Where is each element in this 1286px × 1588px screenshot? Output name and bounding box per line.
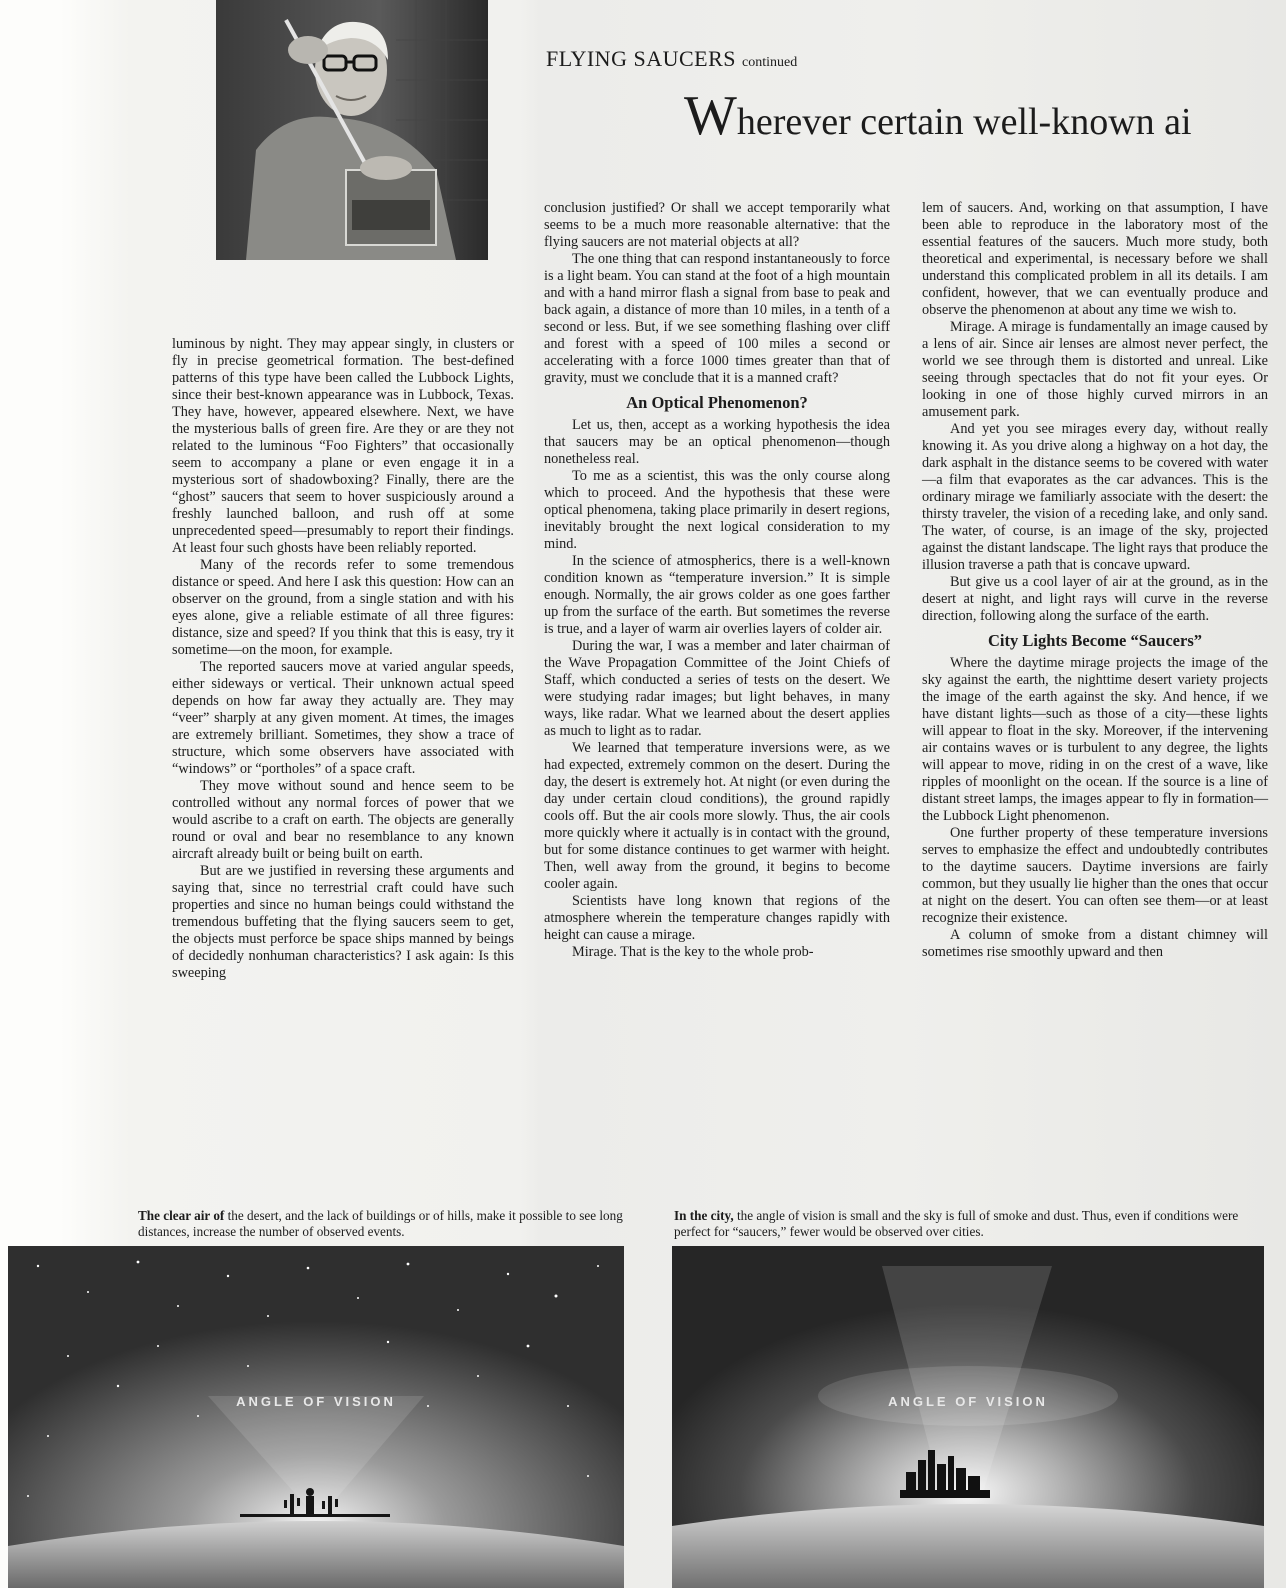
caption-city <box>674 1208 1274 1240</box>
desert-illustration <box>8 1246 624 1588</box>
angle-of-vision-label: ANGLE OF VISION <box>888 1394 1048 1409</box>
caption-text: the angle of vision is small and the sky is full of smoke and dust. Thus, even if conditions were perfect for “saucers,” fewer would be observed over cities. <box>674 1208 1239 1239</box>
caption-text: the desert, and the lack of buildings or of hills, make it possible to see long distances, increase the number of observed events. <box>138 1208 623 1239</box>
paragraph: Where the daytime mirage projects the image of the sky against the earth, the nighttime desert variety projects the image of the earth against the sky. And hence, if we have distant lights—such as those of a city—these lights will appear to float in the sky. Moreover, if the intervening air contains waves or is turbulent to any degree, the lights will appear to move, riding in on the crest of a wave, like ripples of moonlight on the ocean. If the source is a line of distant street lamps, the images appear to fly in formation—the Lubbock Light phenomenon. <box>922 655 1268 824</box>
paragraph: We learned that temperature inversions were, as we had expected, extremely common on the desert. During the day, the desert is extremely hot. At night (or even during the day under certain cloud conditions), the ground rapidly cools off. But the air cools more slowly. Thus, the air cools more quickly where it actually is in contact with the ground, but for some distance continues to get warmer with height. Then, well away from the ground, it begins to become cooler again. <box>544 740 890 892</box>
paragraph: Mirage. A mirage is fundamentally an image caused by a lens of air. Since air lenses are almost never perfect, the world we see through them is distorted and unreal. Like seeing through spectacles that do not fit your eyes. Or looking in one of those highly curved mirrors in an amusement park. <box>922 319 1268 420</box>
caption-lead: The clear air of <box>138 1208 225 1223</box>
paragraph: Many of the records refer to some tremendous distance or speed. And here I ask this question: How can an observer on the ground, from a single station and with his eyes alone, give a reliable estimate of all three figures: distance, size and speed? If you think that this is easy, try it sometime—on the moon, for example. <box>172 557 514 658</box>
paragraph: One further property of these temperature inversions serves to emphasize the effect and undoubtedly contributes to the daytime saucers. Daytime inversions are fairly common, but they usually lie higher than the ones that occur at night on the desert. You can often see them—or at least recognize their existence. <box>922 825 1268 926</box>
section-title: FLYING SAUCERS <box>546 46 736 71</box>
paragraph: They move without sound and hence seem to be controlled without any normal forces of power that we would ascribe to a craft on earth. The objects are generally round or oval and bear no resemblance to any known aircraft already built or being built on earth. <box>172 778 514 862</box>
section-header <box>546 46 797 72</box>
city-illustration <box>672 1246 1264 1588</box>
angle-of-vision-label: ANGLE OF VISION <box>236 1394 396 1409</box>
desert-night-sky-image <box>8 1246 624 1588</box>
article-column-2 <box>544 200 890 961</box>
headline-text: herever certain well-known ai <box>736 101 1192 143</box>
caption-lead: In the city, <box>674 1208 734 1223</box>
scientist-photo <box>216 0 488 260</box>
paragraph: Scientists have long known that regions of the atmosphere wherein the temperature changes rapidly with height can cause a mirage. <box>544 893 890 943</box>
paragraph: But give us a cool layer of air at the ground, as in the desert at night, and light rays will curve in the reverse direction, following along the surface of the earth. <box>922 574 1268 624</box>
scientist-photo-image <box>216 0 488 260</box>
caption-desert <box>138 1208 638 1240</box>
paragraph: But are we justified in reversing these arguments and saying that, since no terrestrial craft could have such properties and since no human beings could withstand the tremendous buffeting that the flying saucers seem to get, the objects must perforce be space ships manned by beings of decidedly nonhuman characteristics? I ask again: Is this sweeping <box>172 863 514 981</box>
headline <box>684 84 1284 148</box>
headline-drop-letter: W <box>684 85 737 147</box>
paragraph: Mirage. That is the key to the whole prob- <box>572 944 814 960</box>
paragraph: luminous by night. They may appear singly, in clusters or fly in precise geometrical formation. The best-defined patterns of this type have been called the Lubbock Lights, since their best-known appearance was in Lubbock, Texas. They have, however, appeared elsewhere. Next, we have the mysterious balls of green fire. Are they or are they not related to the luminous “Foo Fighters” that occasionally seem to accompany a plane or even engage it in a mysterious sort of shadowboxing? Finally, there are the “ghost” saucers that seem to hover suspiciously around a freshly launched balloon, and rush off at some unprecedented speed—presumably to report their findings. At least four such ghosts have been reliably reported. <box>172 336 514 556</box>
paragraph: To me as a scientist, this was the only course along which to proceed. And the hypothesis that these were optical phenomena, taking place primarily in desert regions, inevitably brought the next logical consideration to my mind. <box>544 468 890 552</box>
city-night-sky-image <box>672 1246 1264 1588</box>
subheading-city-lights: City Lights Become “Saucers” <box>987 631 1203 650</box>
paragraph: During the war, I was a member and later chairman of the Wave Propagation Committee of the Joint Chiefs of Staff, which conducted a series of tests on the desert. We were studying radar images; but light behaves, in many ways, like radar. What we learned about the desert applies as much to light as to radar. <box>544 638 890 739</box>
continued-label: continued <box>742 55 798 70</box>
paragraph: A column of smoke from a distant chimney will sometimes rise smoothly upward and then <box>922 927 1268 960</box>
paragraph: lem of saucers. And, working on that assumption, I have been able to reproduce in the laboratory most of the essential features of the saucers. Much more study, both theoretical and experimental, is necessary before we shall understand this complicated problem in all its details. I am confident, however, that we can eventually produce and observe the phenomenon at about any time we wish to. <box>922 200 1268 318</box>
paragraph: And yet you see mirages every day, without really knowing it. As you drive along a highway on a hot day, the dark asphalt in the distance seems to be covered with water—a film that evaporates as the car advances. This is the ordinary mirage we familiarly associate with the desert: the thirsty traveler, the vision of a receding lake, and only sand. The water, of course, is an image of the sky, projected against the distant landscape. The light rays that produce the illusion traverse a path that is concave upward. <box>922 421 1268 573</box>
paragraph: Let us, then, accept as a working hypothesis the idea that saucers may be an optical phenomenon—though nonetheless real. <box>544 417 890 467</box>
article-column-1 <box>172 336 514 982</box>
paragraph: The reported saucers move at varied angular speeds, either sideways or vertical. Their unknown actual speed depends on how far away they actually are. They may “veer” sharply at any given moment. At times, the images are extremely brilliant. Sometimes, they show a trace of structure, which some observers have associated with “windows” or “portholes” of a space craft. <box>172 659 514 777</box>
subheading-optical-phenomenon: An Optical Phenomenon? <box>626 393 808 412</box>
paragraph: conclusion justified? Or shall we accept temporarily what seems to be a much more reasonable alternative: that the flying saucers are not material objects at all? <box>544 200 890 250</box>
paragraph: In the science of atmospherics, there is a well-known condition known as “temperature inversion.” It is simple enough. Normally, the air grows colder as one goes farther up from the surface of the earth. But sometimes the reverse is true, and a layer of warm air overlies layers of colder air. <box>544 553 890 637</box>
paragraph: The one thing that can respond instantaneously to force is a light beam. You can stand at the foot of a high mountain and with a hand mirror flash a signal from base to peak and back again, a distance of more than 10 miles, in a tenth of a second or less. But, if we see something flashing over cliff and forest with a speed of 100 miles a second or accelerating with a force 1000 times greater than that of gravity, must we conclude that it is a manned craft? <box>544 251 890 386</box>
article-column-3 <box>922 200 1268 961</box>
